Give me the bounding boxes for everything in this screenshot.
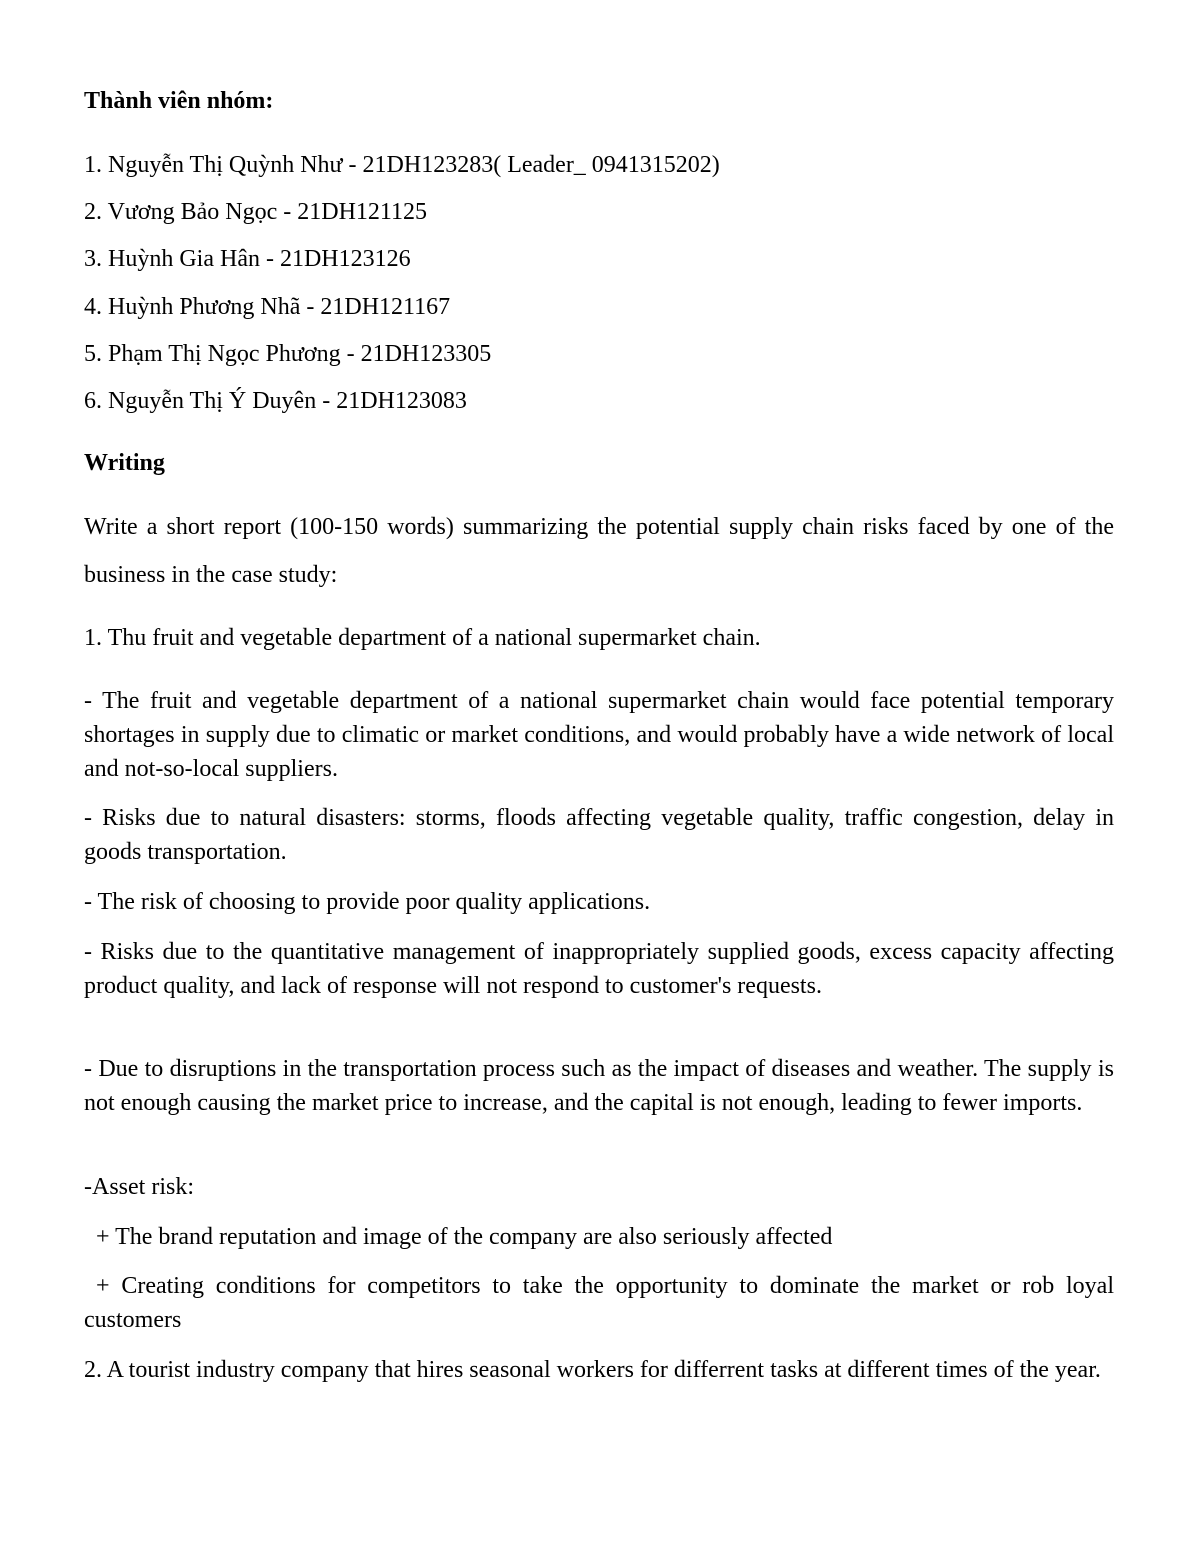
asset-point-2: + Creating conditions for competitors to take the opportunity to dominate the market or rob loyal customers <box>84 1273 1114 1333</box>
member-item-2: 2. Vương Bảo Ngọc - 21DH121125 <box>84 199 428 225</box>
member-item-6: 6. Nguyễn Thị Ý Duyên - 21DH123083 <box>84 388 467 414</box>
risk-bullet-4: - Risks due to the quantitative management of inappropriately supplied goods, excess capacity affecting product quality, and lack of response will not respond to customer's requests. <box>84 939 1114 999</box>
case-2-title: 2. A tourist industry company that hires seasonal workers for differrent tasks at different times of the year. <box>84 1357 1101 1383</box>
asset-point-1: + The brand reputation and image of the company are also seriously affected <box>96 1224 833 1250</box>
risk-bullet-2: - Risks due to natural disasters: storms, floods affecting vegetable quality, traffic congestion, delay in goods transportation. <box>84 805 1114 865</box>
asset-risk-label: -Asset risk: <box>84 1174 194 1200</box>
risk-bullet-1: - The fruit and vegetable department of a national supermarket chain would face potential temporary shortages in supply due to climatic or market conditions, and would probably have a wide network of local and not-so-local suppliers. <box>84 688 1114 782</box>
member-item-4: 4. Huỳnh Phương Nhã - 21DH121167 <box>84 294 451 320</box>
member-item-1: 1. Nguyễn Thị Quỳnh Như - 21DH123283( Leader_ 0941315202) <box>84 152 720 178</box>
section-title-writing: Writing <box>84 450 165 476</box>
case-1-title: 1. Thu fruit and vegetable department of a national supermarket chain. <box>84 625 761 651</box>
risk-bullet-5: - Due to disruptions in the transportation process such as the impact of diseases and weather. The supply is not enough causing the market price to increase, and the capital is not enough, leading to fewer imports. <box>84 1056 1114 1116</box>
writing-prompt: Write a short report (100-150 words) summarizing the potential supply chain risks faced by one of the business in the case study: <box>84 514 1114 588</box>
risk-bullet-3: - The risk of choosing to provide poor quality applications. <box>84 889 651 915</box>
member-item-5: 5. Phạm Thị Ngọc Phương - 21DH123305 <box>84 341 492 367</box>
member-item-3: 3. Huỳnh Gia Hân - 21DH123126 <box>84 246 411 272</box>
members-heading: Thành viên nhóm: <box>84 88 274 114</box>
